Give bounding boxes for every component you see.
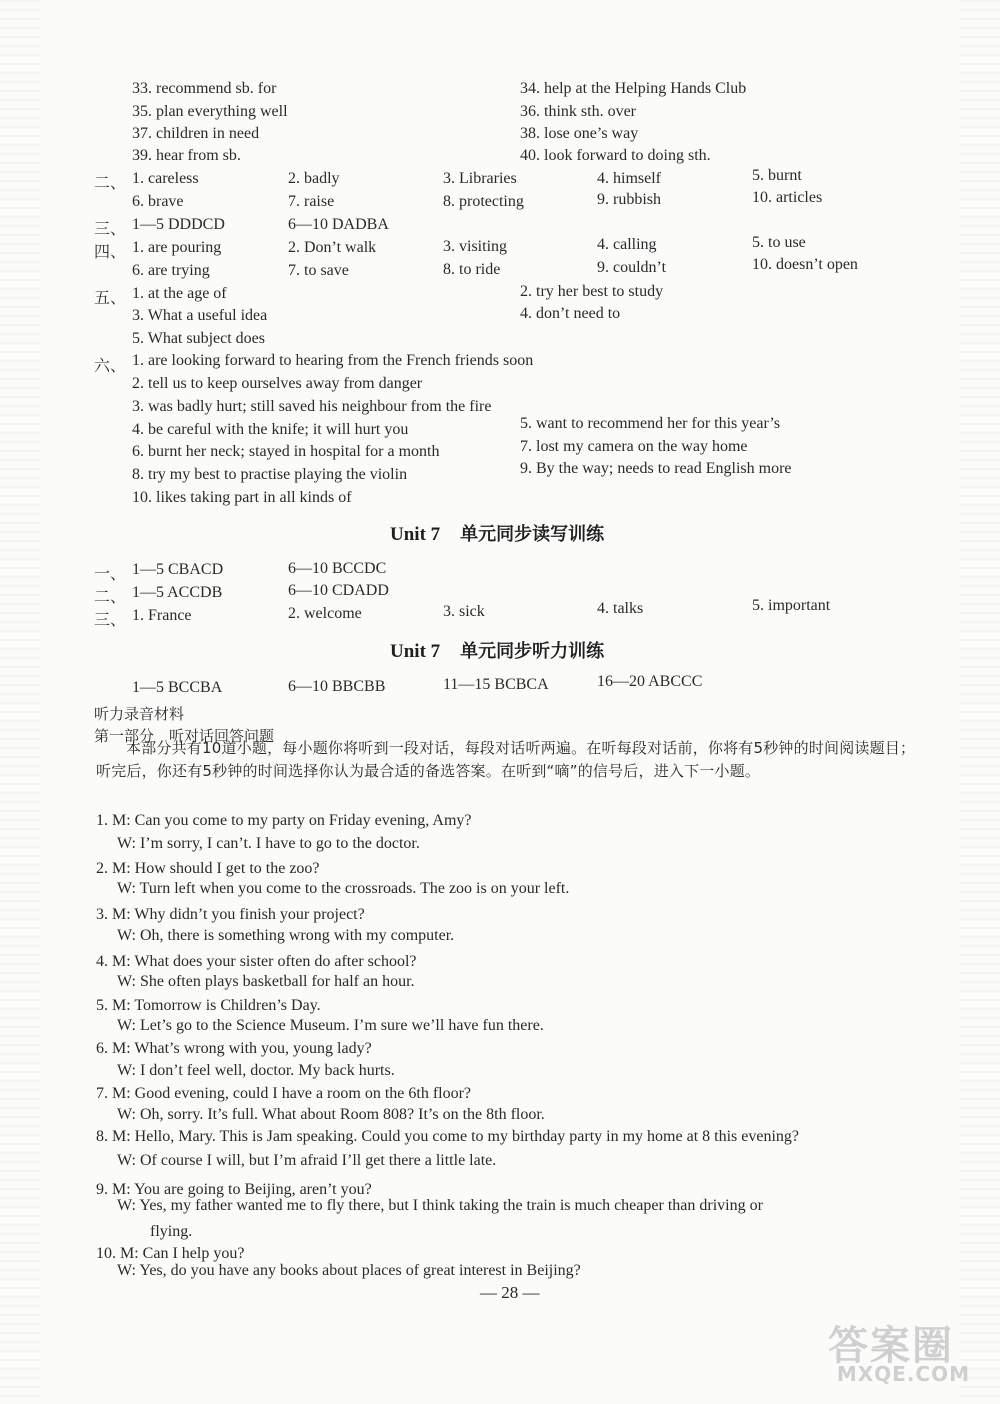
heading-unit: Unit 7 [390,641,441,662]
answer-item: 6. burnt her neck; stayed in hospital for a month [132,443,440,460]
answer-item: 2. tell us to keep ourselves away from danger [132,375,423,392]
answer-item: 4. don’t need to [520,305,621,322]
heading-title: 单元同步听力训练 [460,641,605,662]
answer-item: 8. to ride [443,261,501,278]
answer-item: 1. are pouring [132,239,222,256]
dialogue-line-m: 3. M: Why didn’t you finish your project? [96,906,365,923]
watermark-url: MXQE.COM [836,1362,970,1386]
row-label: 一、 [94,564,127,583]
answer-item: 3. Libraries [443,170,517,187]
dialogue-line-w: W: Oh, there is something wrong with my computer. [117,927,455,944]
page-number: — 28 — [480,1283,540,1302]
dialogue-line-w: W: I’m sorry, I can’t. I have to go to the doctor. [117,835,420,852]
dialogue-line-w: W: Of course I will, but I’m afraid I’ll get there a little late. [117,1152,497,1169]
answer-37: 37. children in need [132,125,260,142]
answer-item: 6—10 BBCBB [288,678,386,695]
answer-item: 8. protecting [443,193,524,210]
section-heading [390,637,604,663]
answer-item: 9. couldn’t [597,259,667,276]
answer-item: 1—5 BCCBA [132,679,223,696]
answer-item: 6—10 CDADD [288,582,389,599]
dialogue-line-m: 10. M: Can I help you? [96,1245,245,1262]
dialogue-line-m: 4. M: What does your sister often do after school? [96,953,417,970]
heading-unit: Unit 7 [390,524,441,545]
dialogue-line-m: 5. M: Tomorrow is Children’s Day. [96,997,321,1014]
dialogue-line-m: 9. M: You are going to Beijing, aren’t you? [96,1181,372,1198]
answer-item: 4. himself [597,170,661,187]
answer-item: 2. try her best to study [520,283,664,300]
answer-item: 16—20 ABCCC [597,673,703,690]
answer-item: 1. France [132,607,192,624]
section-heading [390,520,604,546]
answer-item: 3. What a useful idea [132,307,268,324]
answer-item: 5. to use [752,234,806,251]
section-label: 五、 [94,288,127,307]
dialogue-line-w: W: I don’t feel well, doctor. My back hurts. [117,1062,395,1079]
answer-item: 2. welcome [288,605,362,622]
answer-item: 10. doesn’t open [752,256,858,273]
part-title: 第一部分 听对话回答问题 [94,727,275,745]
dialogue-line-m: 7. M: Good evening, could I have a room on the 6th floor? [96,1085,472,1102]
answer-item: 4. calling [597,236,657,253]
answer-item: 6—10 DADBA [288,216,389,233]
answer-item: 1—5 DDDCD [132,216,225,233]
answer-item: 3. was badly hurt; still saved his neighbour from the fire [132,398,492,415]
answer-item: 3. sick [443,603,485,620]
answer-item: 5. What subject does [132,330,266,347]
answer-item: 10. likes taking part in all kinds of [132,489,352,506]
answer-item: 11—15 BCBCA [443,676,549,693]
answer-item: 6—10 BCCDC [288,560,387,577]
answer-item: 1. are looking forward to hearing from the French friends soon [132,352,534,369]
section-label: 三、 [94,219,127,238]
dialogue-line-w: W: Oh, sorry. It’s full. What about Room 808? It’s on the 8th floor. [117,1106,545,1123]
answer-item: 6. are trying [132,262,210,279]
dialogue-line-m: 6. M: What’s wrong with you, young lady? [96,1040,372,1057]
answer-item: 5. want to recommend her for this year’s [520,415,781,432]
answer-item: 1—5 ACCDB [132,584,223,601]
dialogue-line-m: 2. M: How should I get to the zoo? [96,860,320,877]
heading-title: 单元同步读写训练 [460,524,605,545]
watermark-cn: 答案圈 [828,1323,954,1369]
answer-item: 1. at the age of [132,285,227,302]
answer-item: 4. talks [597,600,644,617]
dialogue-line-w: W: Turn left when you come to the crossroads. The zoo is on your left. [117,880,570,897]
answer-item: 8. try my best to practise playing the violin [132,466,408,483]
answer-item: 10. articles [752,189,823,206]
dialogue-line-w: W: Yes, my father wanted me to fly there, but I think taking the train is much cheaper than driving or [117,1197,763,1214]
section-label: 二、 [94,173,127,192]
answer-34: 34. help at the Helping Hands Club [520,80,747,97]
answer-item: 1—5 CBACD [132,561,224,578]
answer-item: 1. careless [132,170,199,187]
answer-item: 7. to save [288,262,349,279]
material-title: 听力录音材料 [94,705,185,723]
instructions: 本部分共有10道小题，每小题你将听到一段对话，每段对话听两遍。在听每段对话前，你将有5秒钟的时间阅读题目；听完后，你还有5秒钟的时间选择你认为最合适的备选答案。在听到“嘀”的信号后，进入下一小题。 [96,739,916,780]
dialogue-line-w: W: Yes, do you have any books about places of great interest in Beijing? [117,1262,581,1279]
section-label: 六、 [94,356,127,375]
section-label: 四、 [94,242,127,261]
answer-item: 5. burnt [752,167,802,184]
row-label: 三、 [94,610,127,629]
dialogue-line-w-continued: flying. [150,1223,193,1240]
left-edge-texture [0,0,40,1404]
answer-item: 2. Don’t walk [288,239,377,256]
answer-35: 35. plan everything well [132,103,288,120]
row-label: 二、 [94,587,127,606]
answer-item: 2. badly [288,170,340,187]
answer-item: 7. raise [288,193,335,210]
dialogue-line-m: 8. M: Hello, Mary. This is Jam speaking. Could you come to my birthday party in my home at 8 this evening? [96,1128,800,1145]
answer-33: 33. recommend sb. for [132,80,277,97]
answer-item: 3. visiting [443,238,508,255]
dialogue-line-w: W: She often plays basketball for half an hour. [117,973,415,990]
answer-item: 6. brave [132,193,184,210]
answer-40: 40. look forward to doing sth. [520,147,711,164]
answer-item: 7. lost my camera on the way home [520,438,748,455]
answer-item: 5. important [752,597,831,614]
answer-36: 36. think sth. over [520,103,636,120]
answer-item: 4. be careful with the knife; it will hurt you [132,421,409,438]
answer-item: 9. rubbish [597,191,661,208]
watermark-logo [824,1312,974,1392]
answer-39: 39. hear from sb. [132,147,241,164]
dialogue-line-w: W: Let’s go to the Science Museum. I’m sure we’ll have fun there. [117,1017,544,1034]
answer-38: 38. lose one’s way [520,125,639,142]
answer-item: 9. By the way; needs to read English more [520,460,792,477]
right-edge-texture [960,0,1000,1404]
dialogue-line-m: 1. M: Can you come to my party on Friday evening, Amy? [96,812,472,829]
